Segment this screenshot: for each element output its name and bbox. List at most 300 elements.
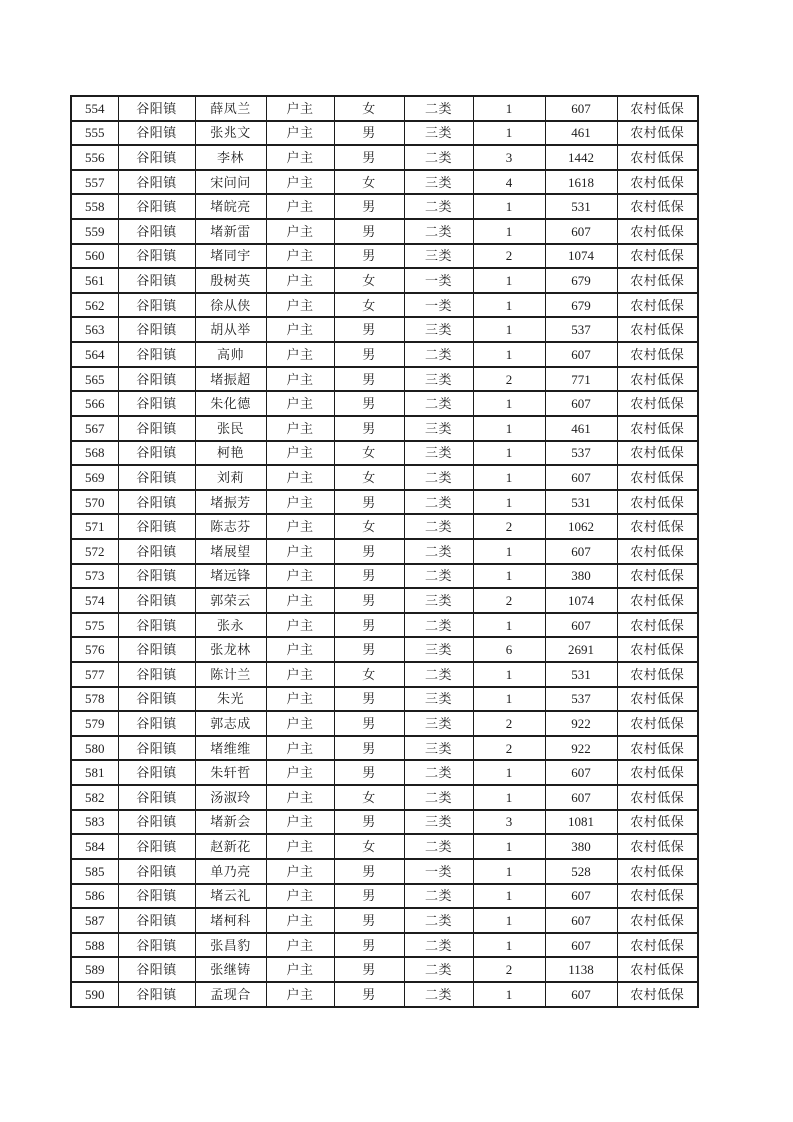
row-number-cell: 571 [71, 514, 118, 539]
row-number-cell: 555 [71, 121, 118, 146]
town-cell: 谷阳镇 [118, 637, 195, 662]
table-row [71, 490, 698, 515]
household-size-cell: 1 [473, 441, 545, 466]
gender-cell: 男 [334, 391, 404, 416]
household-relation-cell: 户主 [266, 194, 334, 219]
town-cell: 谷阳镇 [118, 194, 195, 219]
town-cell: 谷阳镇 [118, 662, 195, 687]
person-name-cell: 朱化德 [195, 391, 266, 416]
household-size-cell: 1 [473, 96, 545, 121]
household-relation-cell: 户主 [266, 637, 334, 662]
category-cell: 三类 [404, 637, 473, 662]
table-row [71, 760, 698, 785]
household-relation-cell: 户主 [266, 121, 334, 146]
assistance-type-cell: 农村低保 [617, 121, 698, 146]
household-relation-cell: 户主 [266, 465, 334, 490]
gender-cell: 女 [334, 465, 404, 490]
amount-cell: 531 [545, 662, 617, 687]
town-cell: 谷阳镇 [118, 145, 195, 170]
assistance-type-cell: 农村低保 [617, 884, 698, 909]
town-cell: 谷阳镇 [118, 834, 195, 859]
town-cell: 谷阳镇 [118, 514, 195, 539]
table-row [71, 711, 698, 736]
gender-cell: 男 [334, 121, 404, 146]
household-relation-cell: 户主 [266, 219, 334, 244]
category-cell: 二类 [404, 194, 473, 219]
town-cell: 谷阳镇 [118, 957, 195, 982]
household-relation-cell: 户主 [266, 342, 334, 367]
amount-cell: 922 [545, 711, 617, 736]
household-relation-cell: 户主 [266, 268, 334, 293]
row-number-cell: 558 [71, 194, 118, 219]
household-relation-cell: 户主 [266, 244, 334, 269]
assistance-type-cell: 农村低保 [617, 908, 698, 933]
gender-cell: 女 [334, 441, 404, 466]
person-name-cell: 堵云礼 [195, 884, 266, 909]
household-size-cell: 1 [473, 342, 545, 367]
town-cell: 谷阳镇 [118, 539, 195, 564]
household-relation-cell: 户主 [266, 834, 334, 859]
amount-cell: 607 [545, 465, 617, 490]
town-cell: 谷阳镇 [118, 96, 195, 121]
amount-cell: 380 [545, 564, 617, 589]
table-row [71, 268, 698, 293]
row-number-cell: 562 [71, 293, 118, 318]
row-number-cell: 583 [71, 810, 118, 835]
household-size-cell: 3 [473, 145, 545, 170]
gender-cell: 男 [334, 810, 404, 835]
amount-cell: 607 [545, 933, 617, 958]
table-row [71, 588, 698, 613]
household-relation-cell: 户主 [266, 736, 334, 761]
amount-cell: 537 [545, 317, 617, 342]
assistance-type-cell: 农村低保 [617, 391, 698, 416]
category-cell: 三类 [404, 367, 473, 392]
town-cell: 谷阳镇 [118, 588, 195, 613]
category-cell: 二类 [404, 785, 473, 810]
gender-cell: 女 [334, 785, 404, 810]
amount-cell: 607 [545, 96, 617, 121]
household-size-cell: 2 [473, 244, 545, 269]
category-cell: 二类 [404, 96, 473, 121]
household-relation-cell: 户主 [266, 170, 334, 195]
table-row [71, 662, 698, 687]
person-name-cell: 朱轩哲 [195, 760, 266, 785]
assistance-type-cell: 农村低保 [617, 736, 698, 761]
category-cell: 二类 [404, 391, 473, 416]
row-number-cell: 569 [71, 465, 118, 490]
row-number-cell: 575 [71, 613, 118, 638]
assistance-type-cell: 农村低保 [617, 933, 698, 958]
person-name-cell: 陈计兰 [195, 662, 266, 687]
person-name-cell: 堵维维 [195, 736, 266, 761]
row-number-cell: 559 [71, 219, 118, 244]
household-relation-cell: 户主 [266, 859, 334, 884]
category-cell: 二类 [404, 613, 473, 638]
amount-cell: 607 [545, 219, 617, 244]
town-cell: 谷阳镇 [118, 613, 195, 638]
household-relation-cell: 户主 [266, 884, 334, 909]
household-size-cell: 1 [473, 416, 545, 441]
town-cell: 谷阳镇 [118, 933, 195, 958]
household-relation-cell: 户主 [266, 613, 334, 638]
town-cell: 谷阳镇 [118, 810, 195, 835]
gender-cell: 男 [334, 933, 404, 958]
amount-cell: 380 [545, 834, 617, 859]
gender-cell: 男 [334, 588, 404, 613]
table-row [71, 982, 698, 1007]
table-row [71, 145, 698, 170]
amount-cell: 607 [545, 613, 617, 638]
person-name-cell: 堵展望 [195, 539, 266, 564]
table-row [71, 219, 698, 244]
household-size-cell: 1 [473, 391, 545, 416]
table-row [71, 859, 698, 884]
row-number-cell: 565 [71, 367, 118, 392]
town-cell: 谷阳镇 [118, 317, 195, 342]
table-row [71, 367, 698, 392]
town-cell: 谷阳镇 [118, 219, 195, 244]
assistance-type-cell: 农村低保 [617, 293, 698, 318]
category-cell: 三类 [404, 810, 473, 835]
table-row [71, 293, 698, 318]
table-row [71, 441, 698, 466]
household-relation-cell: 户主 [266, 810, 334, 835]
assistance-type-cell: 农村低保 [617, 170, 698, 195]
person-name-cell: 高帅 [195, 342, 266, 367]
town-cell: 谷阳镇 [118, 170, 195, 195]
assistance-type-cell: 农村低保 [617, 490, 698, 515]
category-cell: 一类 [404, 268, 473, 293]
town-cell: 谷阳镇 [118, 293, 195, 318]
person-name-cell: 陈志芬 [195, 514, 266, 539]
town-cell: 谷阳镇 [118, 736, 195, 761]
row-number-cell: 560 [71, 244, 118, 269]
row-number-cell: 589 [71, 957, 118, 982]
assistance-type-cell: 农村低保 [617, 416, 698, 441]
table-row [71, 933, 698, 958]
assistance-type-cell: 农村低保 [617, 859, 698, 884]
gender-cell: 男 [334, 687, 404, 712]
household-relation-cell: 户主 [266, 96, 334, 121]
amount-cell: 1062 [545, 514, 617, 539]
town-cell: 谷阳镇 [118, 982, 195, 1007]
row-number-cell: 587 [71, 908, 118, 933]
row-number-cell: 577 [71, 662, 118, 687]
amount-cell: 1442 [545, 145, 617, 170]
row-number-cell: 582 [71, 785, 118, 810]
household-size-cell: 2 [473, 588, 545, 613]
person-name-cell: 张昌豹 [195, 933, 266, 958]
assistance-type-cell: 农村低保 [617, 810, 698, 835]
table-row [71, 96, 698, 121]
row-number-cell: 585 [71, 859, 118, 884]
row-number-cell: 580 [71, 736, 118, 761]
assistance-type-cell: 农村低保 [617, 219, 698, 244]
amount-cell: 531 [545, 194, 617, 219]
table-row [71, 194, 698, 219]
person-name-cell: 张龙林 [195, 637, 266, 662]
table-row [71, 244, 698, 269]
amount-cell: 679 [545, 268, 617, 293]
row-number-cell: 578 [71, 687, 118, 712]
category-cell: 二类 [404, 539, 473, 564]
town-cell: 谷阳镇 [118, 908, 195, 933]
category-cell: 三类 [404, 170, 473, 195]
town-cell: 谷阳镇 [118, 711, 195, 736]
household-size-cell: 1 [473, 121, 545, 146]
household-relation-cell: 户主 [266, 662, 334, 687]
gender-cell: 女 [334, 170, 404, 195]
table-row [71, 121, 698, 146]
assistance-type-cell: 农村低保 [617, 244, 698, 269]
gender-cell: 男 [334, 982, 404, 1007]
town-cell: 谷阳镇 [118, 490, 195, 515]
gender-cell: 男 [334, 539, 404, 564]
household-size-cell: 1 [473, 908, 545, 933]
amount-cell: 461 [545, 121, 617, 146]
household-size-cell: 1 [473, 662, 545, 687]
category-cell: 二类 [404, 514, 473, 539]
household-size-cell: 2 [473, 736, 545, 761]
household-size-cell: 1 [473, 194, 545, 219]
gender-cell: 男 [334, 244, 404, 269]
gender-cell: 男 [334, 760, 404, 785]
amount-cell: 461 [545, 416, 617, 441]
household-size-cell: 1 [473, 859, 545, 884]
person-name-cell: 张永 [195, 613, 266, 638]
assistance-type-cell: 农村低保 [617, 834, 698, 859]
row-number-cell: 590 [71, 982, 118, 1007]
person-name-cell: 柯艳 [195, 441, 266, 466]
household-size-cell: 1 [473, 490, 545, 515]
amount-cell: 1138 [545, 957, 617, 982]
table-row [71, 785, 698, 810]
household-size-cell: 1 [473, 293, 545, 318]
table-row [71, 317, 698, 342]
assistance-type-cell: 农村低保 [617, 711, 698, 736]
household-relation-cell: 户主 [266, 367, 334, 392]
person-name-cell: 徐从侠 [195, 293, 266, 318]
row-number-cell: 567 [71, 416, 118, 441]
household-size-cell: 1 [473, 465, 545, 490]
table-row [71, 391, 698, 416]
person-name-cell: 堵振芳 [195, 490, 266, 515]
category-cell: 三类 [404, 244, 473, 269]
household-size-cell: 3 [473, 810, 545, 835]
household-relation-cell: 户主 [266, 293, 334, 318]
table-row [71, 736, 698, 761]
household-size-cell: 4 [473, 170, 545, 195]
amount-cell: 679 [545, 293, 617, 318]
person-name-cell: 堵皖亮 [195, 194, 266, 219]
town-cell: 谷阳镇 [118, 244, 195, 269]
gender-cell: 男 [334, 317, 404, 342]
category-cell: 二类 [404, 564, 473, 589]
assistance-type-cell: 农村低保 [617, 785, 698, 810]
table-row [71, 342, 698, 367]
category-cell: 二类 [404, 490, 473, 515]
town-cell: 谷阳镇 [118, 342, 195, 367]
row-number-cell: 566 [71, 391, 118, 416]
household-size-cell: 1 [473, 219, 545, 244]
household-size-cell: 2 [473, 514, 545, 539]
category-cell: 二类 [404, 342, 473, 367]
household-relation-cell: 户主 [266, 539, 334, 564]
category-cell: 二类 [404, 957, 473, 982]
row-number-cell: 573 [71, 564, 118, 589]
beneficiary-table [70, 95, 699, 1008]
gender-cell: 女 [334, 662, 404, 687]
assistance-type-cell: 农村低保 [617, 564, 698, 589]
row-number-cell: 563 [71, 317, 118, 342]
amount-cell: 1081 [545, 810, 617, 835]
table-row [71, 908, 698, 933]
category-cell: 三类 [404, 416, 473, 441]
row-number-cell: 554 [71, 96, 118, 121]
person-name-cell: 堵新会 [195, 810, 266, 835]
assistance-type-cell: 农村低保 [617, 268, 698, 293]
household-size-cell: 6 [473, 637, 545, 662]
row-number-cell: 574 [71, 588, 118, 613]
assistance-type-cell: 农村低保 [617, 957, 698, 982]
person-name-cell: 堵柯科 [195, 908, 266, 933]
gender-cell: 男 [334, 613, 404, 638]
gender-cell: 男 [334, 342, 404, 367]
person-name-cell: 李林 [195, 145, 266, 170]
row-number-cell: 584 [71, 834, 118, 859]
assistance-type-cell: 农村低保 [617, 662, 698, 687]
gender-cell: 男 [334, 416, 404, 441]
person-name-cell: 单乃亮 [195, 859, 266, 884]
household-relation-cell: 户主 [266, 785, 334, 810]
town-cell: 谷阳镇 [118, 564, 195, 589]
assistance-type-cell: 农村低保 [617, 637, 698, 662]
category-cell: 二类 [404, 662, 473, 687]
household-relation-cell: 户主 [266, 687, 334, 712]
person-name-cell: 张民 [195, 416, 266, 441]
category-cell: 二类 [404, 760, 473, 785]
assistance-type-cell: 农村低保 [617, 465, 698, 490]
category-cell: 二类 [404, 145, 473, 170]
row-number-cell: 568 [71, 441, 118, 466]
household-size-cell: 1 [473, 317, 545, 342]
category-cell: 二类 [404, 933, 473, 958]
household-size-cell: 1 [473, 268, 545, 293]
row-number-cell: 564 [71, 342, 118, 367]
category-cell: 三类 [404, 687, 473, 712]
amount-cell: 607 [545, 342, 617, 367]
household-relation-cell: 户主 [266, 760, 334, 785]
household-size-cell: 1 [473, 834, 545, 859]
amount-cell: 2691 [545, 637, 617, 662]
amount-cell: 607 [545, 982, 617, 1007]
table-row [71, 810, 698, 835]
person-name-cell: 郭荣云 [195, 588, 266, 613]
category-cell: 二类 [404, 982, 473, 1007]
assistance-type-cell: 农村低保 [617, 760, 698, 785]
town-cell: 谷阳镇 [118, 367, 195, 392]
town-cell: 谷阳镇 [118, 416, 195, 441]
table-row [71, 514, 698, 539]
town-cell: 谷阳镇 [118, 391, 195, 416]
household-size-cell: 1 [473, 884, 545, 909]
town-cell: 谷阳镇 [118, 465, 195, 490]
household-relation-cell: 户主 [266, 514, 334, 539]
category-cell: 三类 [404, 736, 473, 761]
person-name-cell: 薛凤兰 [195, 96, 266, 121]
table-row [71, 637, 698, 662]
category-cell: 二类 [404, 908, 473, 933]
row-number-cell: 579 [71, 711, 118, 736]
amount-cell: 922 [545, 736, 617, 761]
gender-cell: 男 [334, 194, 404, 219]
town-cell: 谷阳镇 [118, 268, 195, 293]
gender-cell: 男 [334, 859, 404, 884]
amount-cell: 1618 [545, 170, 617, 195]
town-cell: 谷阳镇 [118, 859, 195, 884]
amount-cell: 607 [545, 539, 617, 564]
table-row [71, 884, 698, 909]
category-cell: 二类 [404, 465, 473, 490]
category-cell: 二类 [404, 884, 473, 909]
household-relation-cell: 户主 [266, 564, 334, 589]
row-number-cell: 588 [71, 933, 118, 958]
gender-cell: 男 [334, 490, 404, 515]
assistance-type-cell: 农村低保 [617, 539, 698, 564]
household-size-cell: 1 [473, 933, 545, 958]
table-body [71, 96, 698, 1007]
household-relation-cell: 户主 [266, 588, 334, 613]
gender-cell: 男 [334, 219, 404, 244]
amount-cell: 531 [545, 490, 617, 515]
household-relation-cell: 户主 [266, 441, 334, 466]
assistance-type-cell: 农村低保 [617, 96, 698, 121]
household-size-cell: 2 [473, 711, 545, 736]
household-size-cell: 1 [473, 982, 545, 1007]
assistance-type-cell: 农村低保 [617, 342, 698, 367]
gender-cell: 男 [334, 145, 404, 170]
table-row [71, 416, 698, 441]
town-cell: 谷阳镇 [118, 884, 195, 909]
row-number-cell: 557 [71, 170, 118, 195]
person-name-cell: 堵同宇 [195, 244, 266, 269]
gender-cell: 男 [334, 884, 404, 909]
row-number-cell: 561 [71, 268, 118, 293]
person-name-cell: 赵新花 [195, 834, 266, 859]
gender-cell: 女 [334, 514, 404, 539]
town-cell: 谷阳镇 [118, 121, 195, 146]
household-size-cell: 1 [473, 564, 545, 589]
amount-cell: 771 [545, 367, 617, 392]
row-number-cell: 576 [71, 637, 118, 662]
category-cell: 三类 [404, 711, 473, 736]
assistance-type-cell: 农村低保 [617, 982, 698, 1007]
person-name-cell: 孟现合 [195, 982, 266, 1007]
amount-cell: 1074 [545, 244, 617, 269]
amount-cell: 607 [545, 760, 617, 785]
assistance-type-cell: 农村低保 [617, 194, 698, 219]
household-relation-cell: 户主 [266, 317, 334, 342]
amount-cell: 528 [545, 859, 617, 884]
assistance-type-cell: 农村低保 [617, 514, 698, 539]
amount-cell: 607 [545, 908, 617, 933]
town-cell: 谷阳镇 [118, 441, 195, 466]
household-relation-cell: 户主 [266, 957, 334, 982]
amount-cell: 1074 [545, 588, 617, 613]
gender-cell: 男 [334, 367, 404, 392]
row-number-cell: 556 [71, 145, 118, 170]
